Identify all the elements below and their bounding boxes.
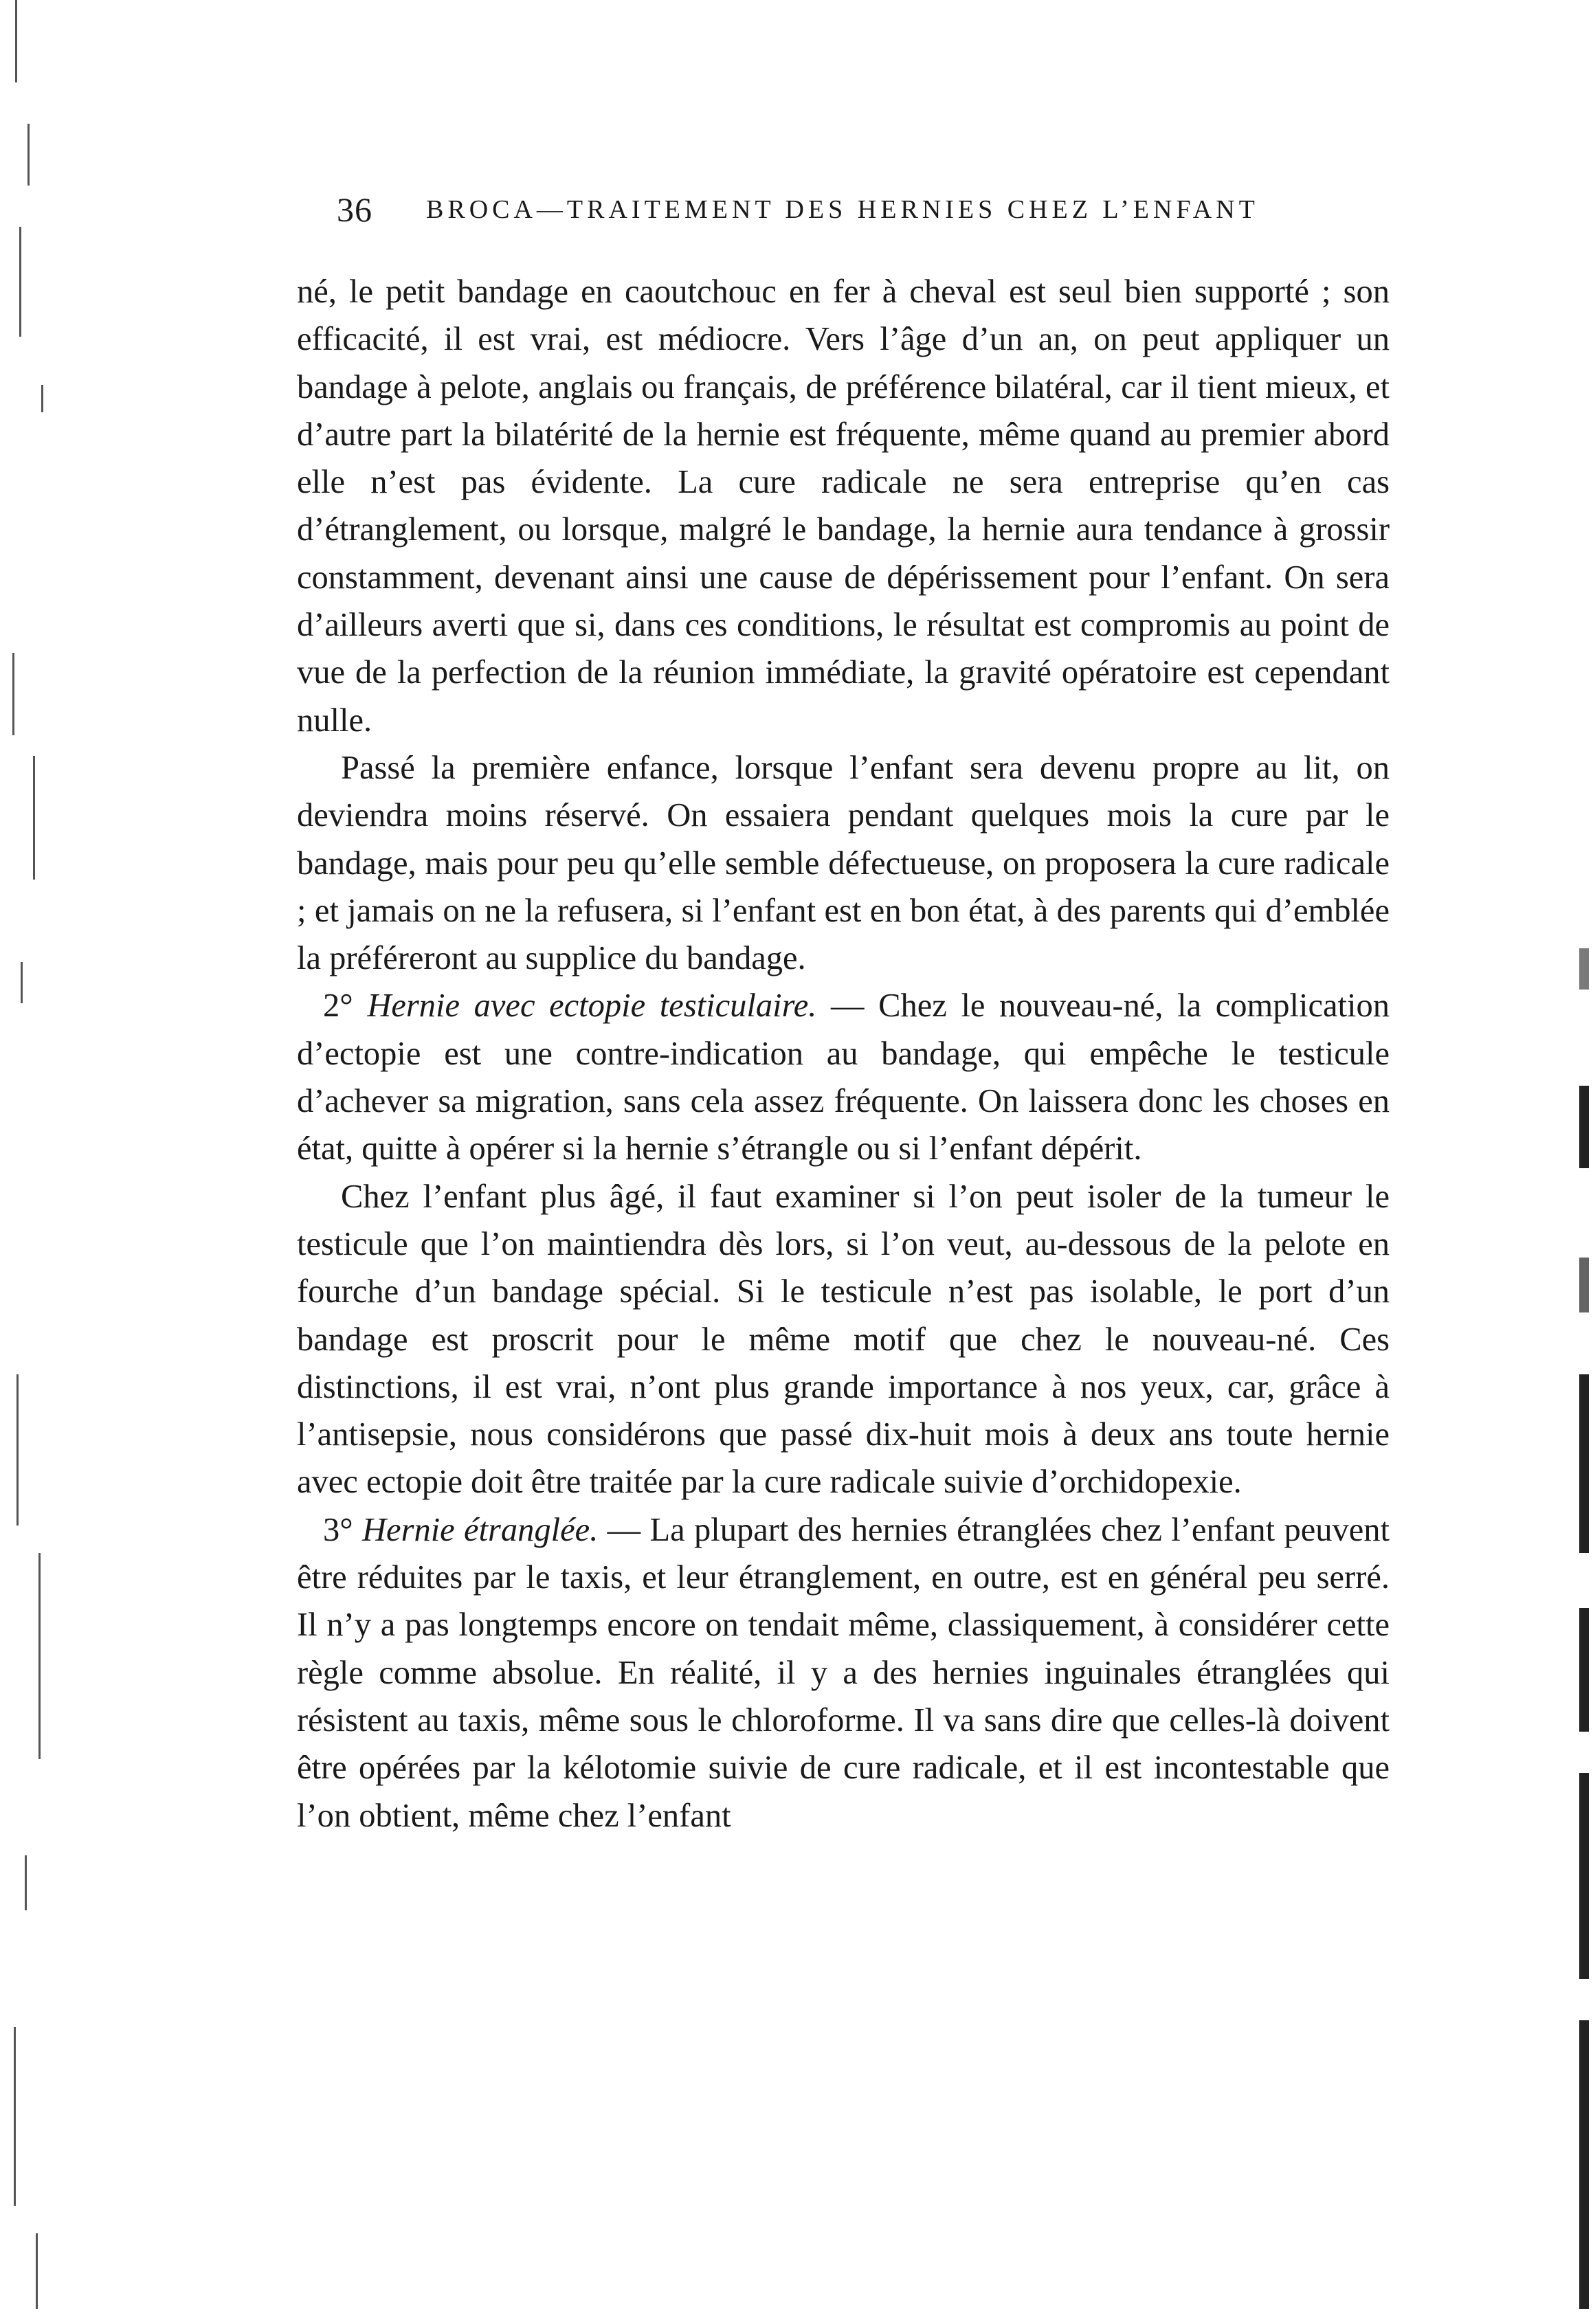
running-title: BROCA—TRAITEMENT DES HERNIES CHEZ L’ENFANT [426,195,1259,224]
paragraph: Passé la première enfance, lorsque l’enfant sera devenu propre au lit, on deviendra moins réservé. On essaiera pendant quelques mois la cure par le bandage, mais pour peu qu’elle semble défectueuse, on proposera la cure radicale ; et jamais on ne la refusera, si l’enfant est en bon état, à des parents qui d’emblée la préféreront au supplice du bandage. [297,749,1390,977]
section-title: Hernie étranglée. [362,1511,599,1548]
running-head [337,189,1313,230]
body-text [297,268,1390,1840]
section-number: 2° [323,987,353,1025]
paragraph: Chez l’enfant plus âgé, il faut examiner si l’on peut isoler de la tumeur le testicule que l’on maintiendra dès lors, si l’on veut, au-dessous de la pelote en fourche d’un bandage spécial. Si le testicule n’est pas isolable, le port d’un bandage est proscrit pour le même motif que chez le nouveau-né. Ces distinctions, il est vrai, n’ont plus grande importance à nos yeux, car, grâce à l’antisepsie, nous considérons que passé dix-huit mois à deux ans toute hernie avec ectopie doit être traitée par la cure radicale suivie d’orchidopexie. [297,1178,1390,1501]
paragraph-text: — Chez le nouveau-né, la complication d’ectopie est une contre-indication au bandage, qui empêche le testicule d’achever sa migration, sans cela assez fréquente. On laissera donc les choses en état, quitte à opérer si la hernie s’étrangle ou si l’enfant dépérit. [297,987,1390,1167]
paragraph: né, le petit bandage en caoutchouc en fer à cheval est seul bien supporté ; son efficacité, il est vrai, est médiocre. Vers l’âge d’un an, on peut appliquer un bandage à pelote, anglais ou français, de préférence bilatéral, car il tient mieux, et d’autre part la bilatérité de la hernie est fréquente, même quand au premier abord elle n’est pas évidente. La cure radicale ne sera entreprise qu’en cas d’étranglement, ou lorsque, malgré le bandage, la hernie aura tendance à grossir constamment, devenant ainsi une cause de dépérissement pour l’enfant. On sera d’ailleurs averti que si, dans ces conditions, le résultat est compromis au point de vue de la perfection de la réunion immédiate, la gravité opératoire est cependant nulle. [297,273,1390,739]
section-paragraph [297,982,1390,1172]
scan-margin-artifacts-right [1572,948,1593,2324]
section-title: Hernie avec ectopie testiculaire. [367,987,817,1025]
section-paragraph [297,1506,1390,1840]
scan-margin-artifacts-left [0,0,103,2324]
section-number: 3° [323,1511,353,1548]
page-number: 36 [337,190,372,229]
paragraph-text: — La plupart des hernies étranglées chez l’enfant peuvent être réduites par le taxis, et leur étranglement, en outre, est en général peu serré. Il n’y a pas longtemps encore on tendait même, classiquement, à considérer cette règle comme absolue. En réalité, il y a des hernies inguinales étranglées qui résistent au taxis, même sous le chloroforme. Il va sans dire que celles-là doivent être opérées par la kélotomie suivie de cure radicale, et il est incontestable que l’on obtient, même chez l’enfant [297,1511,1390,1834]
